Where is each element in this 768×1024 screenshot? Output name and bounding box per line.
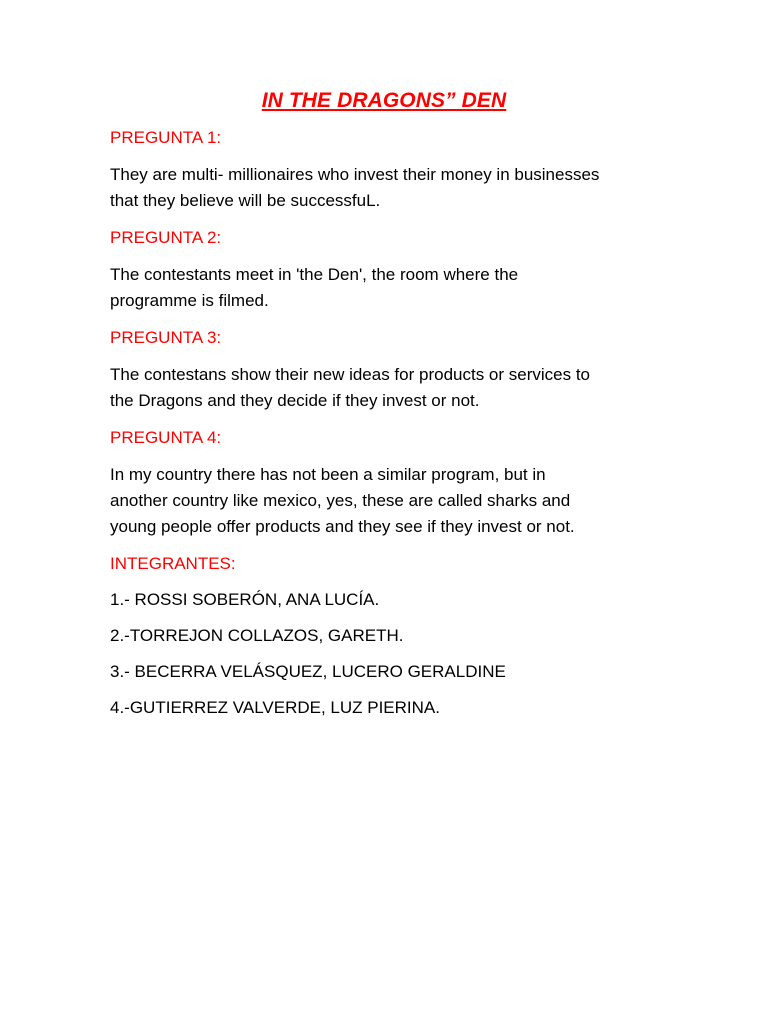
members-section bbox=[110, 552, 658, 720]
member-item: 2.-TORREJON COLLAZOS, GARETH. bbox=[110, 626, 404, 645]
answer-text: In my country there has not been a similar program, but in another country like mexico, yes, these are called sharks and young people offer products and they see if they invest or not. bbox=[110, 465, 575, 536]
answer-text: They are multi- millionaires who invest their money in businesses that they believe will be successfuL. bbox=[110, 165, 600, 210]
document-title: IN THE DRAGONS” DEN bbox=[261, 89, 507, 112]
member-item: 3.- BECERRA VELÁSQUEZ, LUCERO GERALDINE bbox=[110, 662, 506, 681]
question-section-2 bbox=[110, 226, 658, 314]
question-section-4 bbox=[110, 426, 658, 540]
answer-text: The contestans show their new ideas for products or services to the Dragons and they decide if they invest or not. bbox=[110, 365, 591, 410]
members-label: INTEGRANTES: bbox=[110, 554, 236, 573]
answer-text: The contestants meet in 'the Den', the room where the programme is filmed. bbox=[110, 265, 519, 310]
question-label: PREGUNTA 3: bbox=[110, 328, 222, 347]
question-label: PREGUNTA 4: bbox=[110, 428, 222, 447]
question-section-1 bbox=[110, 126, 658, 214]
question-label: PREGUNTA 2: bbox=[110, 228, 222, 247]
question-section-3 bbox=[110, 326, 658, 414]
question-label: PREGUNTA 1: bbox=[110, 128, 222, 147]
member-item: 1.- ROSSI SOBERÓN, ANA LUCÍA. bbox=[110, 590, 380, 609]
member-item: 4.-GUTIERREZ VALVERDE, LUZ PIERINA. bbox=[110, 698, 440, 717]
